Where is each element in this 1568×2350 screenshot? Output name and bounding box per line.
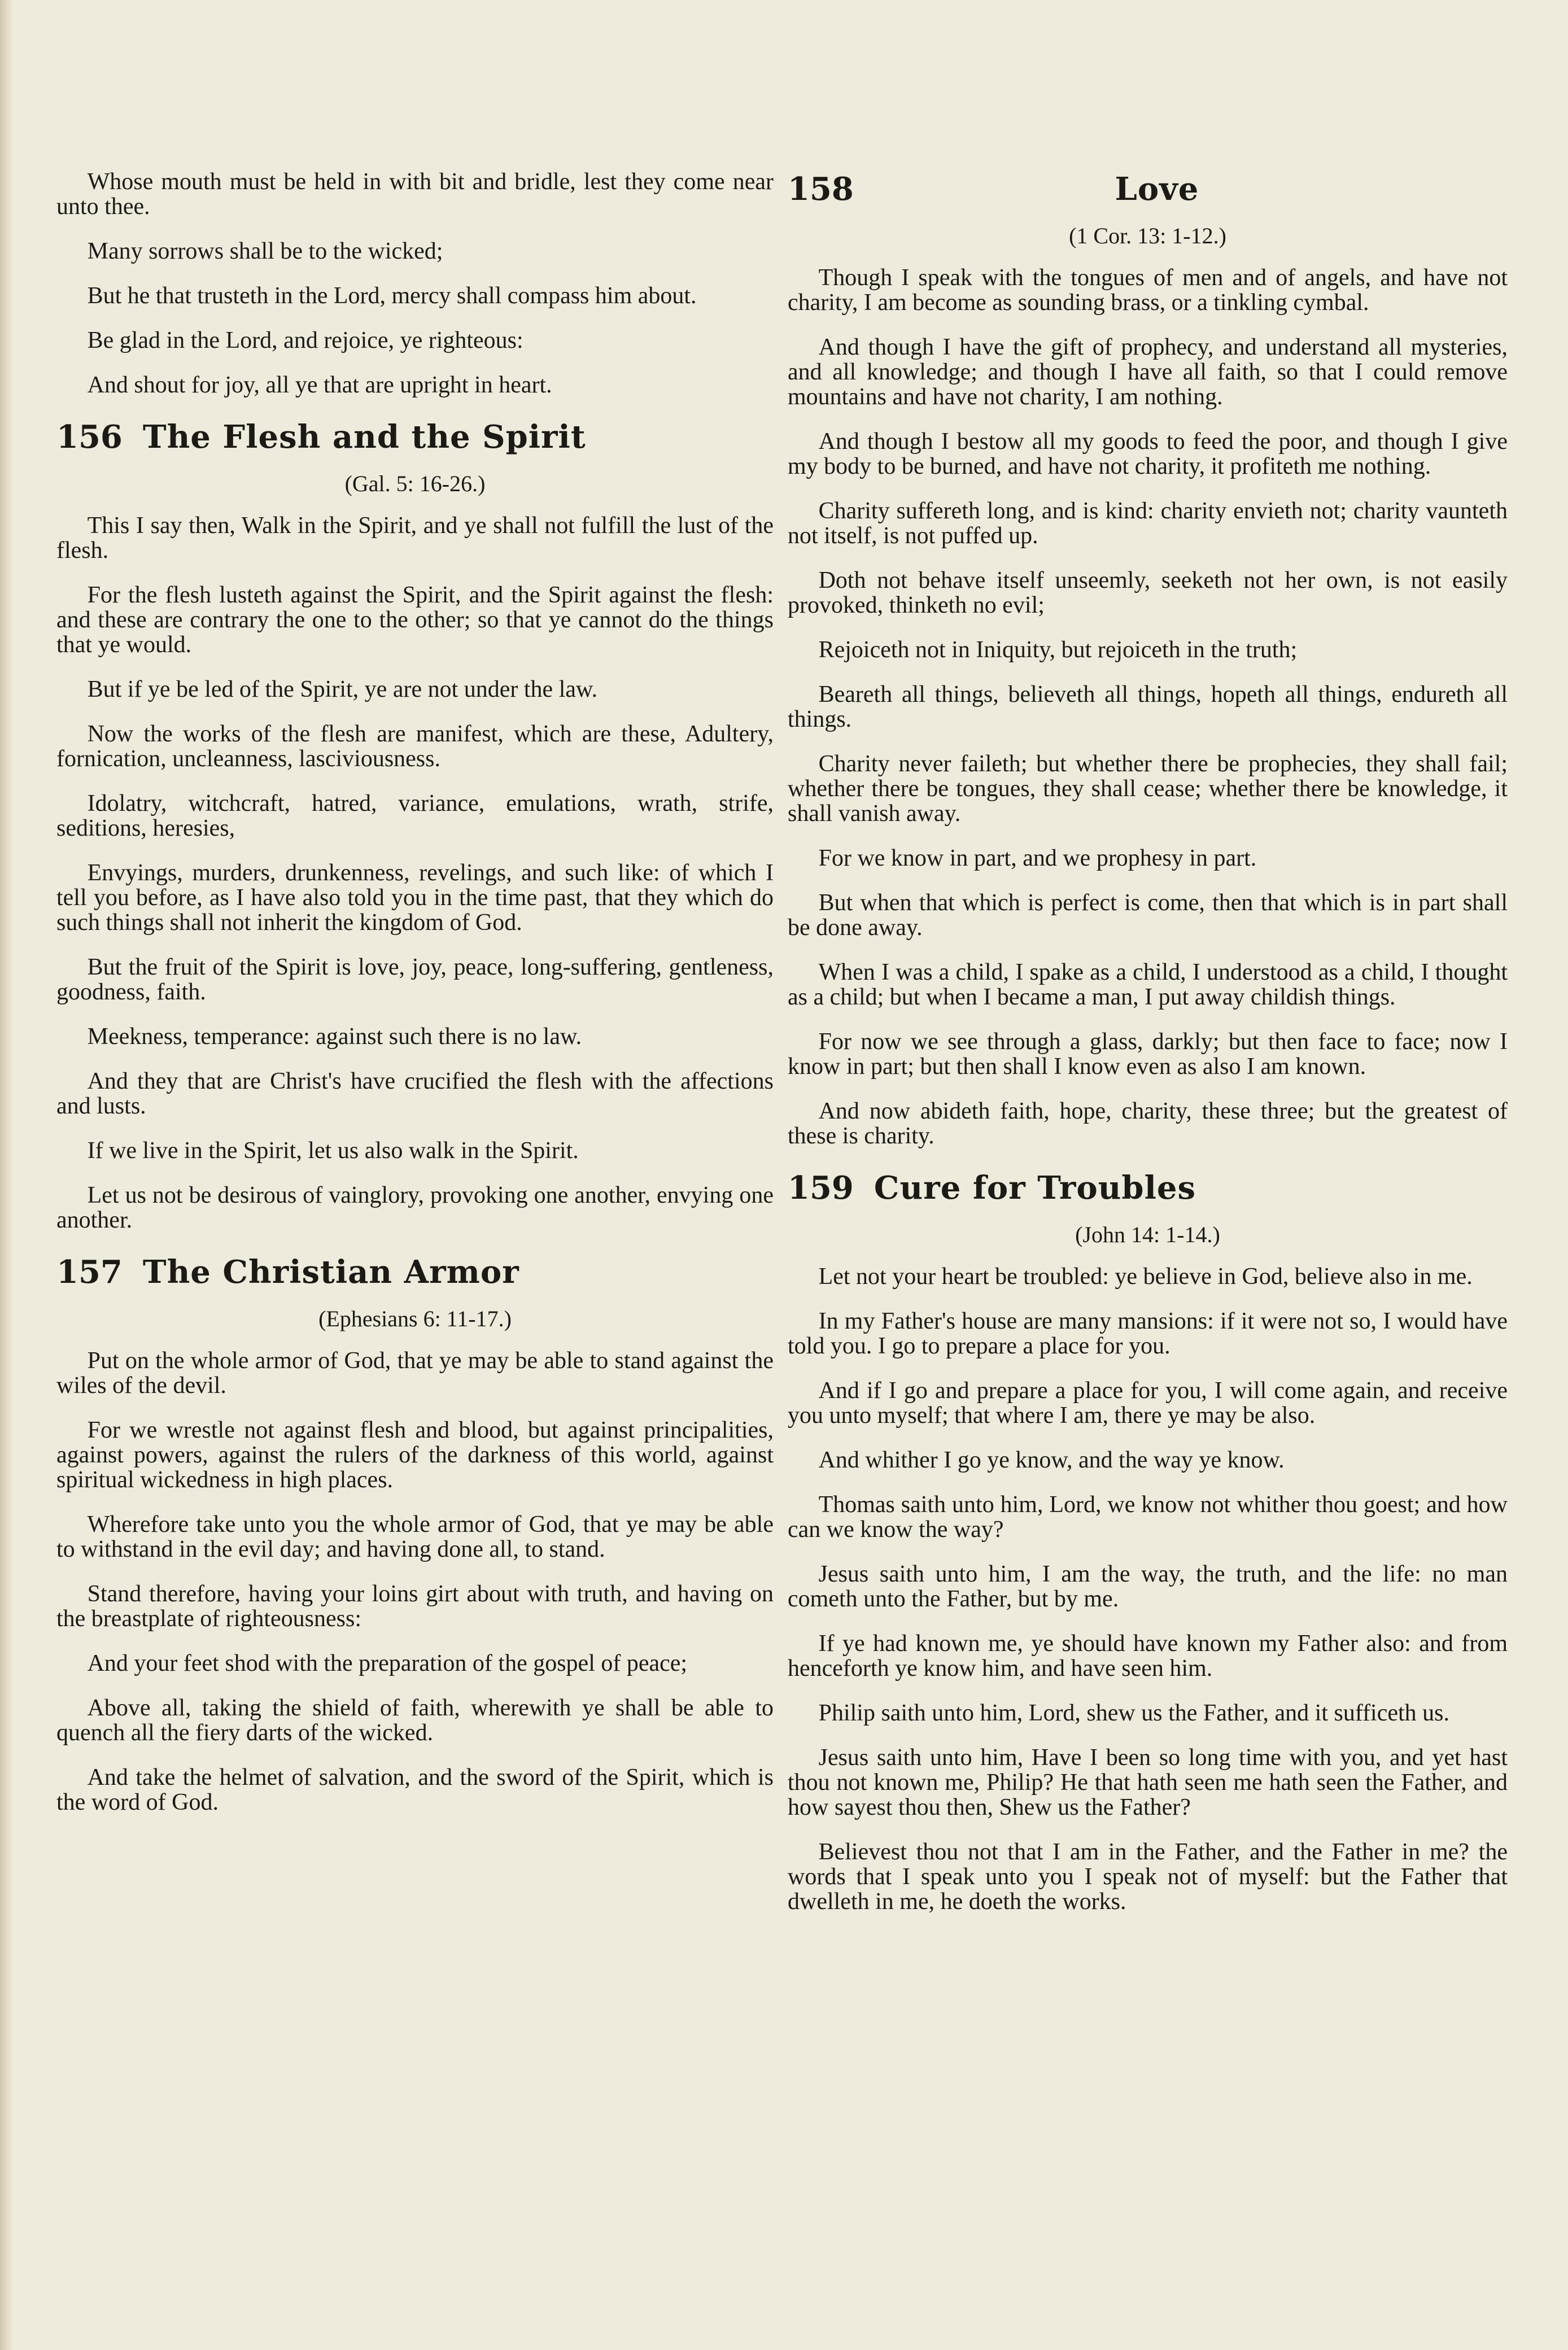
verse: Charity never faileth; but whether there be prophecies, they shall fail; whether there be tongues, they shall cease; whether there be knowledge, it shall vanish away.: [788, 751, 1508, 827]
verse: If we live in the Spirit, let us also walk in the Spirit.: [87, 1138, 579, 1164]
verse: This I say then, Walk in the Spirit, and ye shall not fulfill the lust of the flesh.: [56, 513, 774, 564]
section-number: 158: [788, 171, 854, 208]
verse: And shout for joy, all ye that are upright in heart.: [87, 372, 552, 398]
verse: For we wrestle not against flesh and blood, but against principalities, against powers, against the rulers of the darkness of this world, against spiritual wickedness in high places.: [56, 1417, 774, 1493]
section-heading: [56, 1252, 774, 1292]
verse: Thomas saith unto him, Lord, we know not whither thou goest; and how can we know the way?: [788, 1492, 1508, 1543]
scripture-reference: (John 14: 1-14.): [1075, 1222, 1220, 1247]
right-column: [788, 169, 1508, 1934]
verse: Above all, taking the shield of faith, wherewith ye shall be able to quench all the fiery darts of the wicked.: [56, 1695, 774, 1746]
verse: But when that which is perfect is come, then that which is in part shall be done away.: [788, 890, 1508, 941]
verse: Put on the whole armor of God, that ye may be able to stand against the wiles of the devil.: [56, 1348, 774, 1399]
verse: And your feet shod with the preparation of the gospel of peace;: [87, 1650, 688, 1676]
section-number: 156: [56, 418, 123, 456]
verse: And whither I go ye know, and the way ye know.: [818, 1447, 1285, 1473]
scripture-reference: (Gal. 5: 16-26.): [344, 471, 486, 496]
verse: Doth not behave itself unseemly, seeketh not her own, is not easily provoked, thinketh no evil;: [788, 567, 1508, 618]
verse: Envyings, murders, drunkenness, revelings, and such like: of which I tell you before, as I have also told you in the time past, that they which do such things shall not inherit the kingdom of God.: [56, 860, 774, 936]
verse: If ye had known me, ye should have known my Father also: and from henceforth ye know him, and have seen him.: [788, 1631, 1508, 1681]
verse: Charity suffereth long, and is kind: charity envieth not; charity vaunteth not itself, is not puffed up.: [788, 498, 1508, 549]
page-binding-edge: [0, 0, 15, 2350]
verse: But he that trusteth in the Lord, mercy shall compass him about.: [87, 283, 697, 309]
verse: But if ye be led of the Spirit, ye are not under the law.: [87, 676, 598, 702]
verse: For now we see through a glass, darkly; but then face to face; now I know in part; but then shall I know even as also I am known.: [788, 1029, 1508, 1080]
verse: For we know in part, and we prophesy in part.: [818, 845, 1257, 871]
left-column: [56, 169, 774, 1834]
verse: Wherefore take unto you the whole armor of God, that ye may be able to withstand in the evil day; and having done all, to stand.: [56, 1512, 774, 1562]
verse: Jesus saith unto him, I am the way, the truth, and the life: no man cometh unto the Father, but by me.: [788, 1561, 1508, 1612]
section-heading: [788, 1168, 1508, 1208]
section-158: [788, 169, 1508, 1148]
verse: Be glad in the Lord, and rejoice, ye righteous:: [87, 327, 523, 353]
section-number: 157: [56, 1253, 123, 1291]
intro-verses: [56, 169, 774, 398]
section-title: The Flesh and the Spirit: [142, 418, 586, 456]
section-157: [56, 1252, 774, 1815]
section-heading: [56, 417, 774, 457]
verse: But the fruit of the Spirit is love, joy, peace, long-suffering, gentleness, goodness, faith.: [56, 954, 774, 1005]
section-159: [788, 1168, 1508, 1914]
verse: Let us not be desirous of vainglory, provoking one another, envying one another.: [56, 1182, 774, 1233]
verse: Idolatry, witchcraft, hatred, variance, emulations, wrath, strife, seditions, heresies,: [56, 790, 774, 841]
verse: Rejoiceth not in Iniquity, but rejoiceth in the truth;: [818, 637, 1298, 663]
verse: Beareth all things, believeth all things, hopeth all things, endureth all things.: [788, 682, 1508, 732]
verse: Jesus saith unto him, Have I been so long time with you, and yet hast thou not known me, Philip? He that hath seen me hath seen the Father, and how sayest thou then, Shew us the Father?: [788, 1745, 1508, 1820]
verse: Meekness, temperance: against such there is no law.: [87, 1024, 582, 1050]
verse: When I was a child, I spake as a child, I understood as a child, I thought as a child; but when I became a man, I put away childish things.: [788, 959, 1508, 1010]
verse: And though I bestow all my goods to feed the poor, and though I give my body to be burned, and have not charity, it profiteth me nothing.: [788, 429, 1508, 479]
verse: Now the works of the flesh are manifest, which are these, Adultery, fornication, uncleanness, lasciviousness.: [56, 721, 774, 772]
verse: For the flesh lusteth against the Spirit, and the Spirit against the flesh: and these are contrary the one to the other; so that ye cannot do the things that ye would.: [56, 582, 774, 658]
verse: Many sorrows shall be to the wicked;: [87, 238, 443, 264]
verse: And they that are Christ's have crucified the flesh with the affections and lusts.: [56, 1068, 774, 1119]
section-number: 159: [788, 1169, 854, 1207]
verse: Philip saith unto him, Lord, shew us the Father, and it sufficeth us.: [818, 1700, 1450, 1726]
verse: Stand therefore, having your loins girt about with truth, and having on the breastplate of righteousness:: [56, 1581, 774, 1632]
scripture-reference: (1 Cor. 13: 1-12.): [1069, 223, 1226, 248]
verse: And though I have the gift of prophecy, and understand all mysteries, and all knowledge; and though I have all faith, so that I could remove mountains and have not charity, I am nothing.: [788, 334, 1508, 410]
section-title: Love: [1115, 171, 1199, 208]
section-heading: [788, 169, 1508, 209]
verse: Whose mouth must be held in with bit and bridle, lest they come near unto thee.: [56, 169, 774, 220]
verse: Believest thou not that I am in the Father, and the Father in me? the words that I speak unto you I speak not of myself: but the Father that dwelleth in me, he doeth the works.: [788, 1839, 1508, 1915]
scripture-reference: (Ephesians 6: 11-17.): [318, 1306, 512, 1331]
section-title: The Christian Armor: [142, 1253, 519, 1291]
section-156: [56, 417, 774, 1233]
verse: And take the helmet of salvation, and the sword of the Spirit, which is the word of God.: [56, 1764, 774, 1815]
section-title: Cure for Troubles: [873, 1169, 1196, 1207]
verse: And if I go and prepare a place for you, I will come again, and receive you unto myself; that where I am, there ye may be also.: [788, 1378, 1508, 1429]
verse: In my Father's house are many mansions: if it were not so, I would have told you. I go to prepare a place for you.: [788, 1308, 1508, 1359]
verse: Let not your heart be troubled: ye believe in God, believe also in me.: [818, 1264, 1473, 1290]
verse: And now abideth faith, hope, charity, these three; but the greatest of these is charity.: [788, 1098, 1508, 1149]
verse: Though I speak with the tongues of men and of angels, and have not charity, I am become as sounding brass, or a tinkling cymbal.: [788, 265, 1508, 316]
